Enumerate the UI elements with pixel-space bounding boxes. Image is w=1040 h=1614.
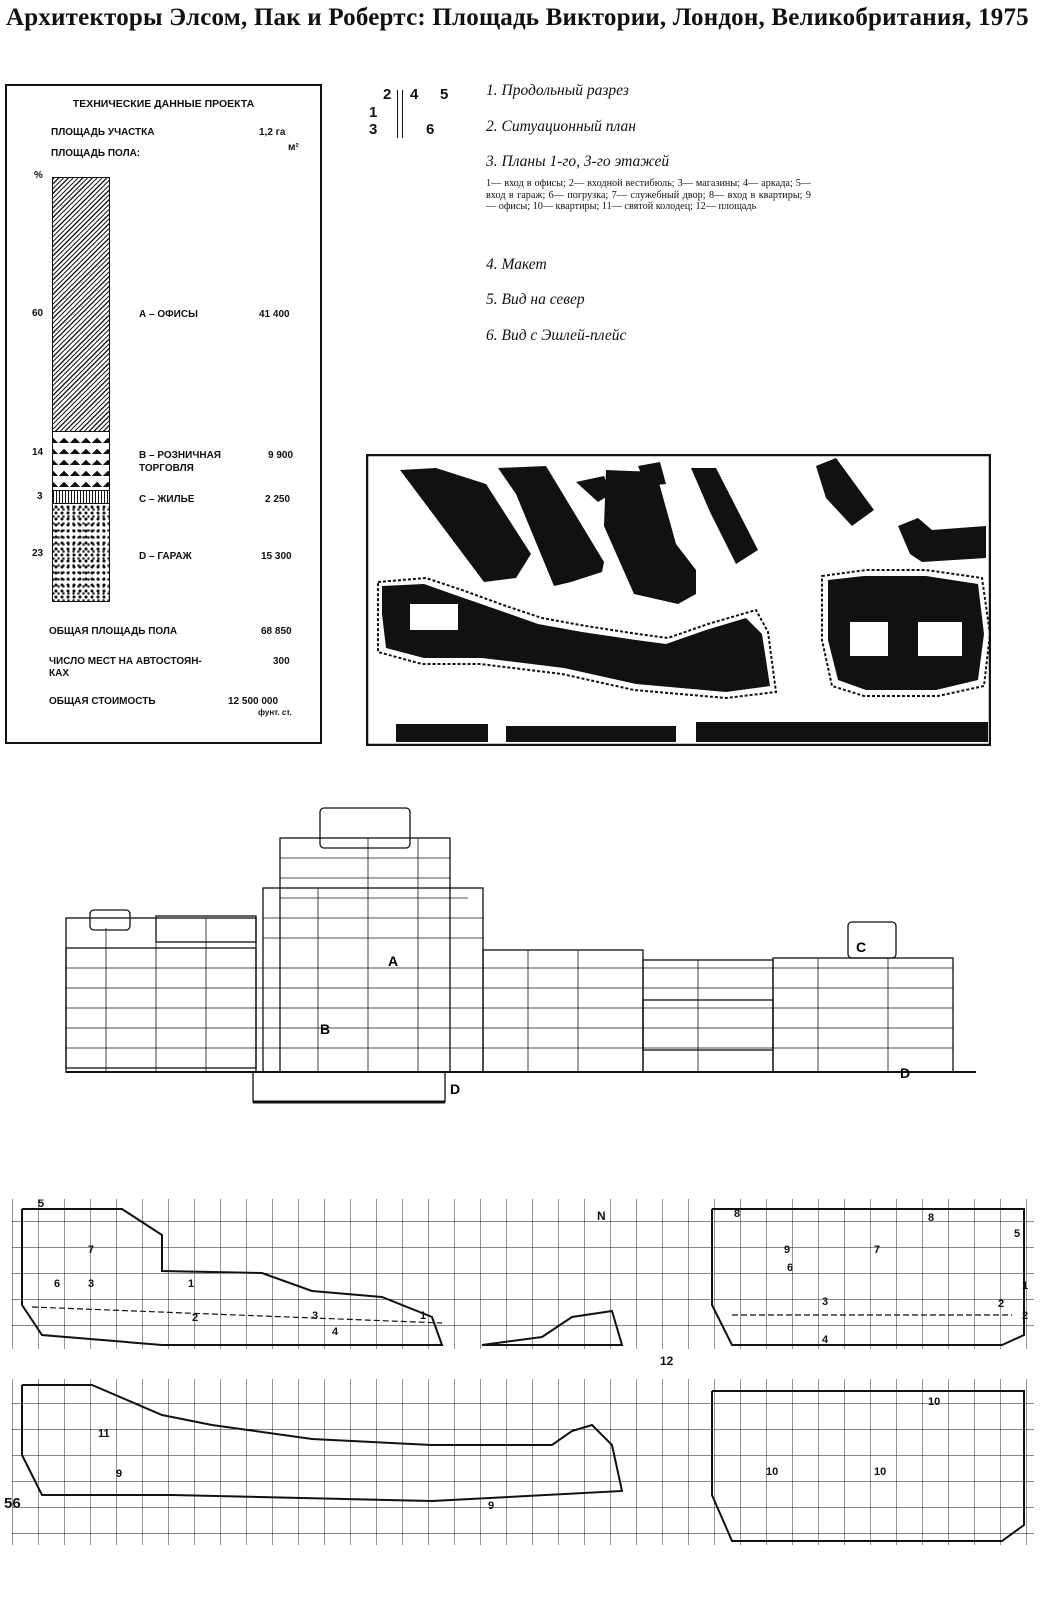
- plan-upper-label-10b: 10: [874, 1466, 887, 1478]
- longitudinal-section-drawing: [58, 798, 978, 1120]
- plan-upper-label-9b: 9: [488, 1500, 495, 1512]
- plan-ground-label-4b: 4: [822, 1334, 829, 1346]
- technical-data-panel: [5, 84, 322, 744]
- plan-ground-label-5: 5: [38, 1198, 45, 1210]
- plan-ground-label-1c: 1: [1022, 1280, 1029, 1292]
- plan-ground-label-7b: 7: [874, 1244, 881, 1256]
- panel-title: ТЕХНИЧЕСКИЕ ДАННЫЕ ПРОЕКТА: [72, 98, 255, 110]
- page-number: 56: [4, 1495, 21, 1512]
- segment-c-percent: 3: [37, 491, 43, 502]
- segment-d-value: 15 300: [261, 551, 292, 562]
- total-cost-label: ОБЩАЯ СТОИМОСТЬ: [49, 696, 156, 707]
- segment-a-percent: 60: [32, 308, 44, 319]
- plan-ground-label-8: 8: [734, 1208, 741, 1220]
- percent-sign: %: [34, 170, 43, 181]
- figure-key-5: 5: [440, 86, 449, 103]
- floor-area-unit: м²: [288, 142, 299, 153]
- plan-label-12: 12: [660, 1354, 674, 1368]
- plan-ground-label-3c: 3: [822, 1296, 829, 1308]
- parking-label-2: КАХ: [49, 668, 69, 679]
- bar-segment-housing: [53, 491, 109, 504]
- plan-ground-label-3b: 3: [312, 1310, 319, 1322]
- plan-upper-label-9: 9: [116, 1468, 123, 1480]
- plan-ground-label-1: 1: [188, 1278, 195, 1290]
- segment-b-label-2: ТОРГОВЛЯ: [139, 463, 194, 474]
- segment-b-label: В – РОЗНИЧНАЯ: [139, 450, 221, 461]
- segment-a-value: 41 400: [259, 309, 290, 320]
- plan-upper-label-11: 11: [98, 1428, 110, 1440]
- page-title: Архитекторы Элсом, Пак и Робертс: Площадь Виктории, Лондон, Великобритания, 1975: [6, 4, 1029, 31]
- plan-upper-label-10: 10: [766, 1466, 779, 1478]
- bar-segment-retail: [53, 432, 109, 491]
- elevation-label-c: C: [856, 939, 867, 955]
- parking-value: 300: [273, 656, 290, 667]
- segment-b-value: 9 900: [268, 450, 294, 461]
- segment-c-label: С – ЖИЛЬЕ: [139, 494, 195, 505]
- floor-plans-drawing: [12, 1136, 1037, 1614]
- plan-ground-label-2b: 2: [998, 1298, 1005, 1310]
- elevation-label-d-right: D: [900, 1065, 911, 1081]
- plan-ground-label-8b: 8: [928, 1212, 935, 1224]
- figure-key-4: 4: [410, 86, 419, 103]
- figure-key-rule: [397, 90, 403, 138]
- plan-north-label: N: [597, 1209, 606, 1223]
- plan-ground-label-6: 6: [54, 1278, 61, 1290]
- parking-label: ЧИСЛО МЕСТ НА АВТОСТОЯН-: [49, 656, 202, 667]
- segment-b-percent: 14: [32, 447, 44, 458]
- floor-area-label: ПЛОЩАДЬ ПОЛА:: [51, 148, 141, 159]
- total-area-label: ОБЩАЯ ПЛОЩАДЬ ПОЛА: [49, 626, 178, 637]
- elevation-label-b: B: [320, 1021, 331, 1037]
- figure-key-1: 1: [369, 104, 378, 121]
- figure-key-2: 2: [383, 86, 392, 103]
- segment-d-label: D – ГАРАЖ: [139, 551, 192, 562]
- segment-a-label: А – ОФИСЫ: [139, 309, 198, 320]
- figure-number-key: [368, 86, 453, 146]
- segment-d-percent: 23: [32, 548, 44, 559]
- site-area-label: ПЛОЩАДЬ УЧАСТКА: [51, 127, 155, 138]
- plan-ground-label-2: 2: [192, 1312, 199, 1324]
- plan-ground-label-6b: 6: [787, 1262, 794, 1274]
- caption-3: 3. Планы 1-го, 3-го этажей: [486, 153, 670, 170]
- caption-1: 1. Продольный разрез: [486, 82, 629, 99]
- caption-4: 4. Макет: [486, 256, 547, 273]
- plan-ground-label-5b: 5: [1014, 1228, 1021, 1240]
- site-area-value: 1,2 га: [259, 127, 286, 138]
- bar-segment-offices: [53, 178, 109, 432]
- caption-2: 2. Ситуационный план: [486, 118, 636, 135]
- total-area-value: 68 850: [261, 626, 292, 637]
- total-cost-unit: фунт. ст.: [258, 708, 292, 717]
- plan-ground-label-1b: 1: [420, 1310, 427, 1322]
- elevation-label-d-left: D: [450, 1081, 461, 1097]
- caption-5: 5. Вид на север: [486, 291, 585, 308]
- plan-ground-label-9: 9: [784, 1244, 791, 1256]
- elevation-label-a: A: [388, 953, 399, 969]
- bar-segment-garage: [53, 504, 109, 601]
- site-plan-drawing: [366, 454, 991, 746]
- caption-6: 6. Вид с Эшлей-плейс: [486, 327, 627, 344]
- figure-key-3: 3: [369, 121, 378, 138]
- plan-ground-label-4: 4: [332, 1326, 339, 1338]
- total-cost-value: 12 500 000: [228, 696, 279, 707]
- figure-key-6: 6: [426, 121, 435, 138]
- floor-area-bar: [52, 177, 110, 602]
- plan-ground-label-2c: 2: [1022, 1310, 1029, 1322]
- plan-ground-label-7: 7: [88, 1244, 95, 1256]
- segment-c-value: 2 250: [265, 494, 291, 505]
- plan-ground-label-3: 3: [88, 1278, 95, 1290]
- plan-upper-label-10c: 10: [928, 1396, 941, 1408]
- caption-3-key: 1— вход в офисы; 2— входной вестибюль; 3— магазины; 4— аркада; 5— вход в гараж; 6— погрузка; 7— служебный двор; 8— вход в квартиры; 9— офисы; 10— квартиры; 11— святой колодец; 12— площадь: [486, 178, 811, 212]
